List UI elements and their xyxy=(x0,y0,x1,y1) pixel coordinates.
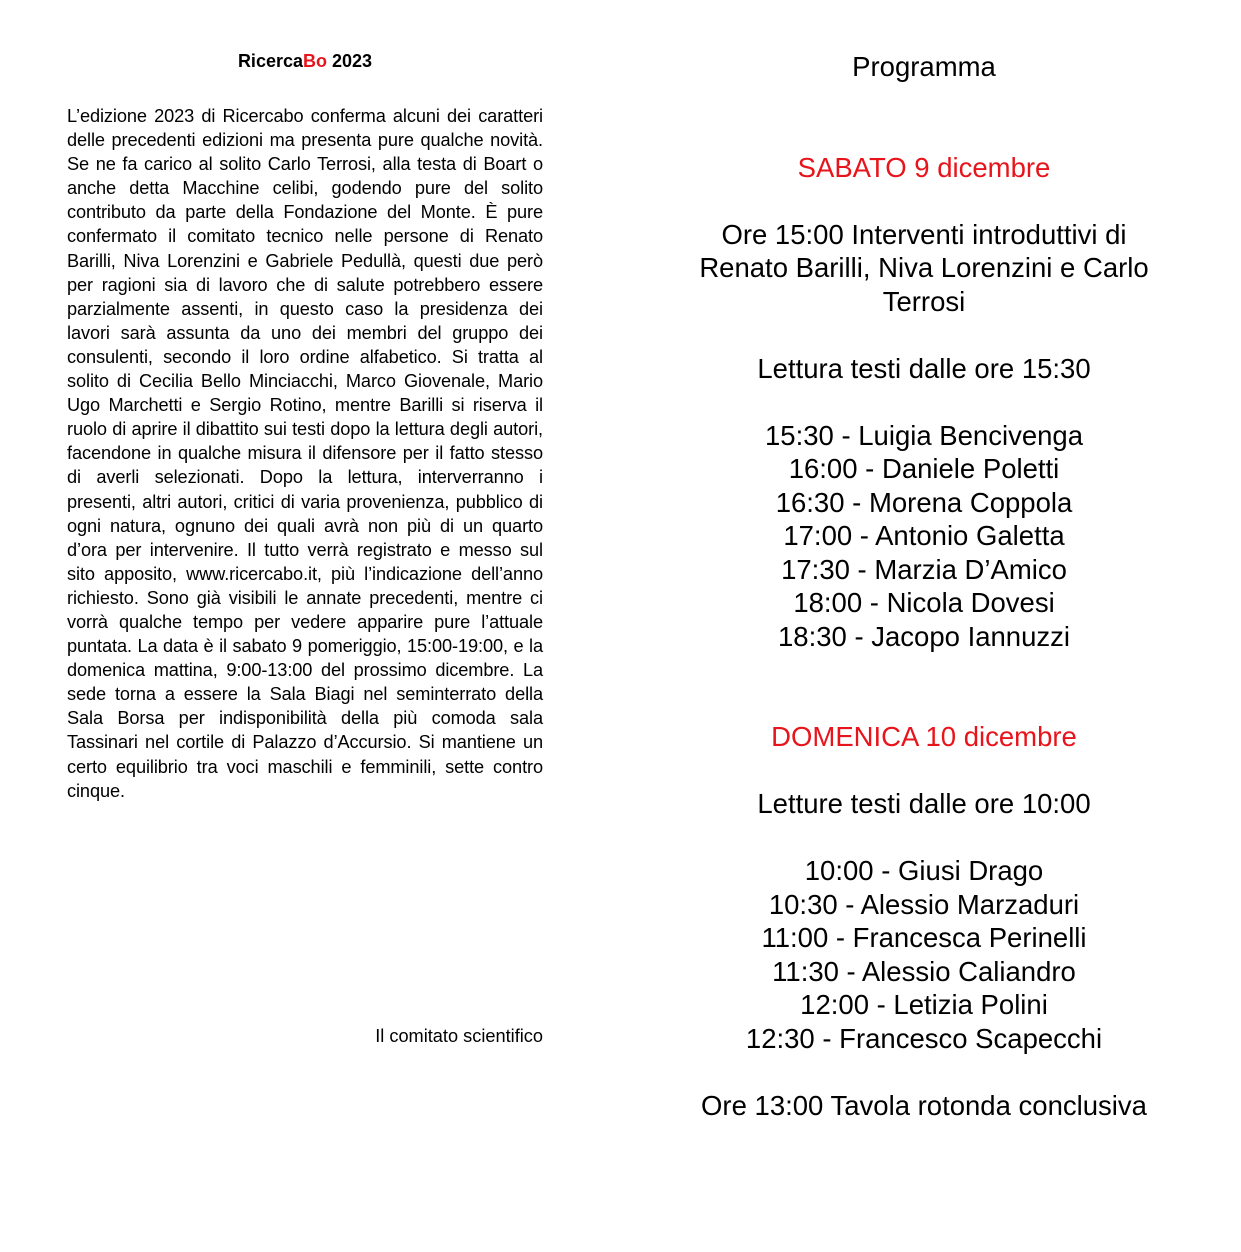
saturday-schedule xyxy=(670,419,1178,654)
saturday-heading: SABATO 9 dicembre xyxy=(797,151,1051,183)
schedule-slot: 16:30 - Morena Coppola xyxy=(775,486,1073,518)
saturday-readings-label: Lettura testi dalle ore 15:30 xyxy=(757,352,1091,384)
sunday-schedule xyxy=(670,854,1178,1055)
schedule-slot: 18:30 - Jacopo Iannuzzi xyxy=(778,620,1070,652)
closing-roundtable: Ore 13:00 Tavola rotonda conclusiva xyxy=(701,1089,1147,1121)
schedule-slot: 10:00 - Giusi Drago xyxy=(804,855,1044,886)
sunday-heading: DOMENICA 10 dicembre xyxy=(771,721,1077,752)
schedule-slot: 16:00 - Daniele Poletti xyxy=(788,453,1060,484)
sunday-readings-label: Letture testi dalle ore 10:00 xyxy=(757,788,1091,819)
schedule-slot: 12:00 - Letizia Polini xyxy=(800,989,1048,1020)
program-heading: Programma xyxy=(852,51,996,82)
document-title xyxy=(67,49,543,73)
schedule-slot: 15:30 - Luigia Bencivenga xyxy=(764,419,1083,451)
schedule-slot: 17:00 - Antonio Galetta xyxy=(783,520,1065,551)
schedule-slot: 11:30 - Alessio Caliandro xyxy=(772,955,1076,987)
signature: Il comitato scientifico xyxy=(375,1026,543,1046)
schedule-slot: 17:30 - Marzia D’Amico xyxy=(781,553,1067,585)
title-prefix: Ricerca xyxy=(237,51,303,71)
schedule-slot: 10:30 - Alessio Marzaduri xyxy=(768,888,1080,920)
saturday-intro: Ore 15:00 Interventi introduttivi di Renato Barilli, Niva Lorenzini e Carlo Terrosi xyxy=(699,218,1149,317)
schedule-slot: 11:00 - Francesca Perinelli xyxy=(761,922,1087,953)
introduction-paragraph: L’edizione 2023 di Ricercabo conferma alcuni dei caratteri delle precedenti edizioni ma presenta pure qualche novità. Se ne fa carico al solito Carlo Terrosi, alla testa di Boart o anche detta Macchine celibi, godendo pure del solito contributo da parte della Fondazione del Monte. È pure confermato il comitato tecnico nelle persone di Renato Barilli, Niva Lorenzini e Gabriele Pedullà, questi due però per ragioni sia di lavoro che di salute potrebbero essere parzialmente assenti, in questo caso la presidenza dei lavori sarà assunta da uno dei membri del gruppo dei consulenti, secondo il loro ordine alfabetico. Si tratta al solito di Cecilia Bello Minciacchi, Marco Giovenale, Mario Ugo Marchetti e Sergio Rotino, mentre Barilli si riserva il ruolo di aprire il dibattito sui testi dopo la lettura degli autori, facendone in qualche misura il difensore per il fatto stesso di averli selezionati. Dopo la lettura, interverranno i presenti, altri autori, critici di varia provenienza, pubblico di ogni natura, ognuno dei quali avrà non più di un quarto d’ora per intervenire. Il tutto verrà registrato e messo sul sito apposito, www.ricercabo.it, più l’indicazione dell’anno richiesto. Sono già visibili le annate precedenti, mentre ci vorrà qualche tempo per vedere apparire pure l’attuale puntata. La data è il sabato 9 pomeriggio, 15:00-19:00, e la domenica mattina, 9:00-13:00 del prossimo dicembre. La sede torna a essere la Sala Biagi nel seminterrato della Sala Borsa per indisponibilità della più comoda sala Tassinari nel cortile di Palazzo d’Accursio. Si mantiene un certo equilibrio tra voci maschili e femminili, sette contro cinque. xyxy=(67,106,543,801)
schedule-slot: 18:00 - Nicola Dovesi xyxy=(793,587,1055,618)
title-accent: Bo xyxy=(303,51,327,71)
schedule-slot: 12:30 - Francesco Scapecchi xyxy=(745,1022,1103,1054)
title-suffix: 2023 xyxy=(327,51,373,71)
introduction-column xyxy=(67,49,543,1046)
program-column xyxy=(670,50,1178,1122)
